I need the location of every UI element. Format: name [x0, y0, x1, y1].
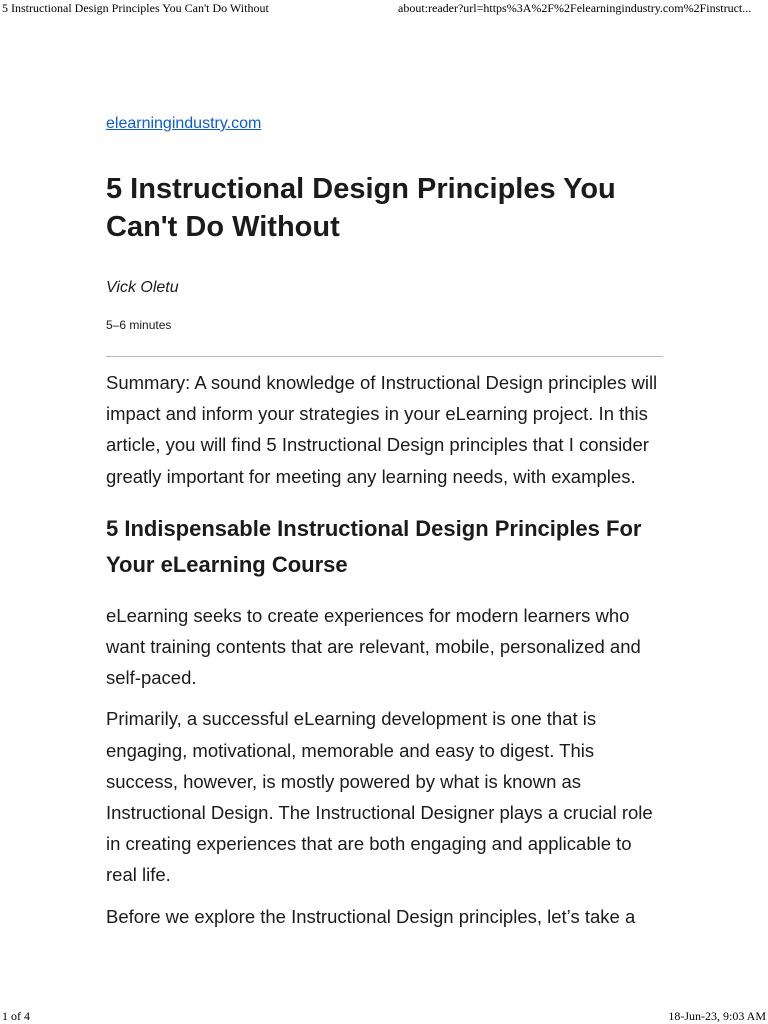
print-header	[0, 0, 768, 18]
article-paragraph: Primarily, a successful eLearning development is one that is engaging, motivational, memorable and easy to digest. This success, however, is mostly powered by what is known as Instructional Design. The Instructional Designer plays a crucial role in creating experiences that are both engaging and applicable to real life.	[106, 708, 653, 886]
article-title: 5 Instructional Design Principles You Can't Do Without	[106, 173, 616, 243]
article-paragraph: Before we explore the Instructional Design principles, let’s take a	[106, 905, 636, 927]
article-content	[106, 367, 663, 942]
print-page-url: about:reader?url=https%3A%2F%2Felearningindustry.com%2Finstruct...	[398, 1, 752, 15]
print-page-title: 5 Instructional Design Principles You Can't Do Without	[2, 1, 269, 15]
author-byline: Vick Oletu	[106, 279, 179, 296]
print-datetime: 18-Jun-23, 9:03 AM	[668, 1009, 766, 1023]
print-page-number: 1 of 4	[2, 1009, 30, 1023]
section-heading: 5 Indispensable Instructional Design Principles For Your eLearning Course	[106, 515, 642, 577]
article-summary: Summary: A sound knowledge of Instructional Design principles will impact and inform your strategies in your eLearning project. In this article, you will find 5 Instructional Design principles that I consider greatly important for meeting any learning needs, with examples.	[106, 372, 658, 487]
source-domain-link[interactable]: elearningindustry.com	[106, 115, 262, 132]
article-paragraph: eLearning seeks to create experiences for modern learners who want training contents that are relevant, mobile, personalized and self-paced.	[106, 604, 641, 689]
print-footer	[0, 1009, 768, 1024]
header-divider	[106, 356, 663, 357]
reading-time: 5–6 minutes	[106, 318, 172, 332]
